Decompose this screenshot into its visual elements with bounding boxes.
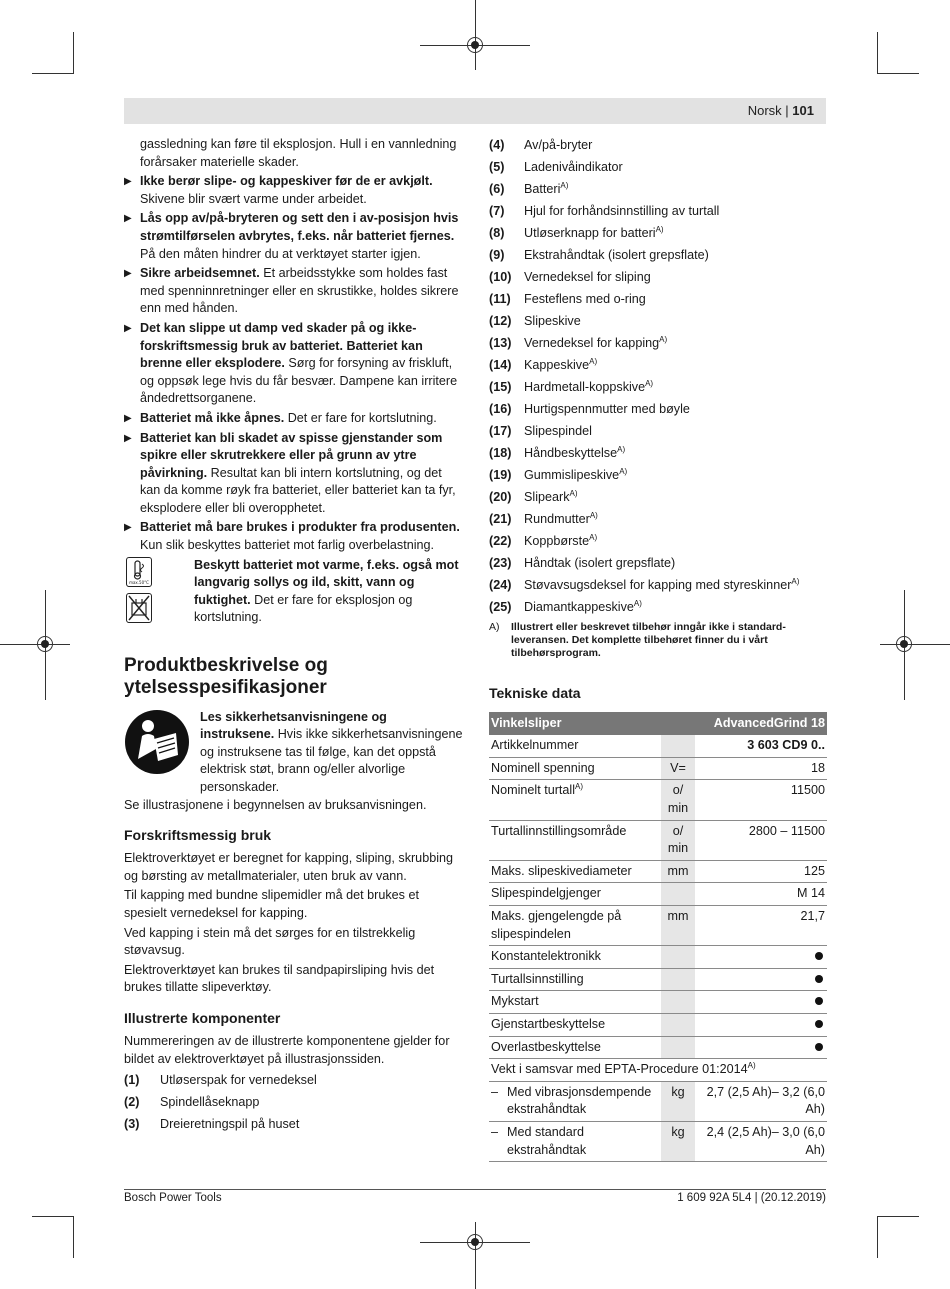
component-item xyxy=(489,511,827,529)
component-label: Slipespindel xyxy=(524,423,592,438)
component-number: (6) xyxy=(489,181,505,196)
component-number: (10) xyxy=(489,269,512,284)
spec-unit xyxy=(661,735,695,757)
footnote-ref: A) xyxy=(747,1060,756,1070)
component-number: (24) xyxy=(489,577,512,592)
weight-label-cell xyxy=(489,1059,827,1082)
crop-mark xyxy=(877,1216,878,1258)
weight-variant xyxy=(491,1084,659,1119)
component-label: Spindellåseknapp xyxy=(160,1095,260,1110)
read-manual-icon xyxy=(124,709,200,797)
header-section: Norsk xyxy=(747,103,782,118)
weight-variant-label: Med vibrasjonsdempende ekstrahåndtak xyxy=(507,1084,652,1117)
component-number: (3) xyxy=(124,1117,140,1132)
footnote-ref: A) xyxy=(645,378,654,388)
weight-variant-cell xyxy=(489,1121,661,1161)
component-label-wrap xyxy=(524,555,827,573)
component-label: Diamantkappeskive xyxy=(524,599,634,614)
spec-label-cell xyxy=(489,906,661,946)
footnote-ref: A) xyxy=(569,488,578,498)
footnote-ref: A) xyxy=(633,598,642,608)
component-label-wrap xyxy=(524,313,827,331)
component-label-wrap xyxy=(524,203,827,221)
footnote xyxy=(489,621,827,660)
component-item xyxy=(124,1072,464,1090)
component-label: Batteri xyxy=(524,181,561,196)
component-label: Koppbørste xyxy=(524,533,590,548)
spec-unit: kg xyxy=(661,1081,695,1121)
table-row xyxy=(489,820,827,860)
table-row xyxy=(489,883,827,906)
component-label: Gummislipeskive xyxy=(524,467,620,482)
footnote-ref: A) xyxy=(617,444,626,454)
intro-continuation: gassledning kan føre til eksplosjon. Hull i en vannledning forårsaker materielle skader. xyxy=(140,137,457,169)
heading-components: Illustrerte komponenter xyxy=(124,1009,281,1026)
table-header-left: Vinkelsliper xyxy=(489,712,695,736)
spec-label-cell xyxy=(489,860,661,883)
spec-label: Artikkelnummer xyxy=(491,738,579,753)
footnote-ref: A) xyxy=(575,782,583,792)
component-number: (19) xyxy=(489,467,512,482)
crop-mark xyxy=(877,73,919,74)
component-number: (7) xyxy=(489,203,505,218)
safety-bullet xyxy=(124,430,464,518)
component-item xyxy=(489,181,827,199)
spec-unit xyxy=(661,991,695,1014)
bullet-text: Kun slik beskyttes batteriet mot farlig overbelastning. xyxy=(140,538,434,553)
table-row xyxy=(489,860,827,883)
table-row xyxy=(489,991,827,1014)
arrow-icon: ▶ xyxy=(124,412,132,424)
component-label-wrap xyxy=(524,357,827,375)
temp-label: max.50°C xyxy=(129,579,149,585)
footnote-ref: A) xyxy=(560,180,569,190)
spec-value: 3 603 CD9 0.. xyxy=(695,735,827,757)
component-item xyxy=(489,445,827,463)
component-number: (9) xyxy=(489,247,505,262)
component-number: (21) xyxy=(489,511,512,526)
component-list xyxy=(489,137,827,616)
left-column xyxy=(124,136,464,1138)
bullet-text: På den måten hindrer du at verktøyet starter igjen. xyxy=(140,246,421,261)
registration-line xyxy=(880,644,950,645)
use-paragraph: Elektroverktøyet er beregnet for kapping, sliping, skrubbing og børsting av metallmaterialer, uten bruk av vann. xyxy=(124,851,454,883)
crop-mark xyxy=(32,73,74,74)
component-number: (25) xyxy=(489,599,512,614)
component-number: (16) xyxy=(489,401,512,416)
spec-label-cell xyxy=(489,946,661,969)
spec-label: Nominelt turtall xyxy=(491,783,575,798)
footnote-ref: A) xyxy=(791,576,800,586)
spec-unit: o/ min xyxy=(661,820,695,860)
table-row xyxy=(489,780,827,820)
arrow-icon: ▶ xyxy=(124,268,132,280)
bullet-text: Det er fare for kortslutning. xyxy=(284,410,437,425)
spec-value xyxy=(695,946,827,969)
component-label-wrap xyxy=(524,159,827,177)
component-label: Kappeskive xyxy=(524,357,590,372)
component-item xyxy=(489,225,827,243)
component-item xyxy=(489,159,827,177)
arrow-icon: ▶ xyxy=(124,432,132,444)
heading-technical-data: Tekniske data xyxy=(489,684,581,701)
component-label: Festeflens med o-ring xyxy=(524,291,646,306)
feature-dot-icon xyxy=(815,952,823,960)
component-item xyxy=(489,137,827,155)
component-number: (8) xyxy=(489,225,505,240)
component-label: Ekstrahåndtak (isolert grepsflate) xyxy=(524,247,709,262)
component-label-wrap xyxy=(524,467,827,485)
component-item xyxy=(124,1116,464,1134)
dash: – xyxy=(491,1124,499,1139)
bullet-text: Resultat kan bli intern kortslutning, og det kan da komme røyk fra batteriet, eller batteriet kan ta fyr, eksplodere eller bli overopphetet. xyxy=(140,465,456,515)
footer-left: Bosch Power Tools xyxy=(124,1192,222,1204)
bullet-text: Skivene blir svært varme under arbeidet. xyxy=(140,191,367,206)
spec-label-cell xyxy=(489,991,661,1014)
table-row xyxy=(489,1013,827,1036)
component-label: Støvavsugsdeksel for kapping med styreskinner xyxy=(524,577,792,592)
component-item xyxy=(489,489,827,507)
bullet-bold: Batteriet kan bli skadet av spisse gjenstander som spikre eller skrutrekkere eller på grunn av ytre påvirkning. xyxy=(140,430,443,480)
components-intro: Nummereringen av de illustrerte komponentene gjelder for bildet av elektroverktøyet på illustrasjonssiden. xyxy=(124,1033,450,1066)
spec-value: 21,7 xyxy=(695,906,827,946)
component-item xyxy=(489,313,827,331)
component-label-wrap xyxy=(524,445,827,463)
component-label: Utløserspak for vernedeksel xyxy=(160,1073,317,1088)
bullet-bold: Lås opp av/på-bryteren og sett den i av-posisjon hvis strømtilførselen avbrytes, f.eks. når batteriet fjernes. xyxy=(140,211,459,243)
spec-unit: mm xyxy=(661,906,695,946)
right-column xyxy=(489,137,827,1162)
component-label-wrap xyxy=(524,269,827,287)
feature-dot-icon xyxy=(815,1020,823,1028)
use-paragraph: Elektroverktøyet kan brukes til sandpapirsliping hvis det brukes tillatte slipeverktøy. xyxy=(124,962,435,995)
spec-value: 18 xyxy=(695,757,827,780)
heading-intended-use: Forskriftsmessig bruk xyxy=(124,827,272,844)
table-row xyxy=(489,757,827,780)
use-paragraph: Til kapping med bundne slipemidler må det brukes et spesielt vernedeksel for kapping. xyxy=(124,888,419,920)
spec-unit xyxy=(661,968,695,991)
spec-value: M 14 xyxy=(695,883,827,906)
page-header xyxy=(124,98,826,124)
weight-variant-cell xyxy=(489,1081,661,1121)
spec-unit: kg xyxy=(661,1121,695,1161)
component-label-wrap xyxy=(524,225,827,243)
component-number: (17) xyxy=(489,423,512,438)
component-item xyxy=(489,401,827,419)
warning-icons xyxy=(124,557,194,629)
use-paragraph: Ved kapping i stein må det sørges for en tilstrekkelig støvavsug. xyxy=(124,925,416,958)
footer-rule xyxy=(124,1189,826,1190)
component-label-wrap xyxy=(524,181,827,199)
spec-label-cell xyxy=(489,1013,661,1036)
registration-mark-icon xyxy=(467,1234,483,1250)
spec-label: Turtallinnstillingsområde xyxy=(491,823,627,838)
component-label-wrap xyxy=(524,489,827,507)
safety-bullet xyxy=(124,173,464,208)
component-label: Hardmetall-koppskive xyxy=(524,379,646,394)
component-item xyxy=(489,533,827,551)
component-label-wrap xyxy=(524,247,827,265)
header-separator: | xyxy=(785,103,789,118)
component-label: Vernedeksel for kapping xyxy=(524,335,660,350)
registration-mark-icon xyxy=(37,636,53,652)
bullet-text: Sørg for forsyning av friskluft, og oppsøk lege hvis du får besvær. Dampene kan irritere åndedrettsorganene. xyxy=(140,356,458,406)
component-number: (14) xyxy=(489,357,512,372)
table-row xyxy=(489,735,827,757)
component-item xyxy=(489,467,827,485)
battery-warning xyxy=(124,557,464,629)
footnote-marker: A) xyxy=(489,620,500,633)
component-label-wrap xyxy=(524,533,827,551)
component-label: Av/på-bryter xyxy=(524,138,593,152)
spec-label: Mykstart xyxy=(491,994,539,1009)
component-item xyxy=(489,335,827,353)
component-item xyxy=(489,599,827,617)
component-number: (5) xyxy=(489,159,505,174)
battery-heat-icon xyxy=(126,557,152,587)
component-item xyxy=(489,555,827,573)
read-rest: Hvis ikke sikkerhetsanvisningene og instruksene tas til følge, kan det oppstå elektrisk støt, brann og/eller alvorlige personskader. xyxy=(200,727,463,795)
component-item xyxy=(489,203,827,221)
spec-label: Turtallsinnstilling xyxy=(491,971,584,986)
table-header-row xyxy=(489,712,827,736)
spec-value: 125 xyxy=(695,860,827,883)
table-row xyxy=(489,1036,827,1059)
component-label-wrap xyxy=(524,599,827,617)
component-number: (1) xyxy=(124,1073,140,1088)
component-label: Slipeskive xyxy=(524,313,581,328)
safety-bullet xyxy=(124,410,464,428)
spec-value xyxy=(695,991,827,1014)
safety-bullet xyxy=(124,265,464,318)
battery-warning-text xyxy=(194,557,464,629)
table-row xyxy=(489,1121,827,1161)
spec-value: 2,4 (2,5 Ah)– 3,0 (6,0 Ah) xyxy=(695,1121,827,1161)
spec-label: Slipespindelgjenger xyxy=(491,886,601,901)
weight-variant-label: Med standard ekstrahåndtak xyxy=(507,1124,587,1157)
registration-mark-icon xyxy=(896,636,912,652)
footnote-ref: A) xyxy=(589,532,598,542)
crop-mark xyxy=(73,1216,74,1258)
bullet-bold: Ikke berør slipe- og kappeskiver før de er avkjølt. xyxy=(140,174,433,189)
footnote-ref: A) xyxy=(589,510,598,520)
footnote-ref: A) xyxy=(619,466,628,476)
bullet-bold: Batteriet må bare brukes i produkter fra produsenten. xyxy=(140,520,460,535)
see-illustrations: Se illustrasjonene i begynnelsen av bruksanvisningen. xyxy=(124,797,427,812)
component-label-wrap xyxy=(524,511,827,529)
safety-bullet xyxy=(124,320,464,408)
dash: – xyxy=(491,1084,499,1099)
read-instructions-text xyxy=(200,709,464,797)
spec-label-cell xyxy=(489,780,661,820)
component-number: (15) xyxy=(489,379,512,394)
registration-line xyxy=(0,644,70,645)
component-item xyxy=(489,291,827,309)
page-number: 101 xyxy=(792,103,814,118)
table-header-right: AdvancedGrind 18 xyxy=(695,712,827,736)
bullet-bold: Batteriet må ikke åpnes. xyxy=(140,410,285,425)
component-label: Vernedeksel for sliping xyxy=(524,269,651,284)
spec-value xyxy=(695,968,827,991)
spec-label: Overlastbeskyttelse xyxy=(491,1039,601,1054)
component-number: (22) xyxy=(489,533,512,548)
bullet-bold: Sikre arbeidsemnet. xyxy=(140,266,260,281)
spec-unit xyxy=(661,883,695,906)
component-item xyxy=(489,423,827,441)
spec-value: 2800 – 11500 xyxy=(695,820,827,860)
component-label-wrap xyxy=(524,335,827,353)
component-label: Håndbeskyttelse xyxy=(524,445,618,460)
header-label xyxy=(748,103,814,118)
read-instructions xyxy=(124,709,464,797)
weight-label: Vekt i samsvar med EPTA-Procedure 01:2014 xyxy=(491,1062,748,1077)
component-label: Hjul for forhåndsinnstilling av turtall xyxy=(524,203,720,218)
arrow-icon: ▶ xyxy=(124,213,132,225)
footnote-text: Illustrert eller beskrevet tilbehør inngår ikke i standard-leveransen. Det komplette tilbehøret finner du i vårt tilbehørsprogram. xyxy=(511,620,786,659)
crop-mark xyxy=(877,32,878,74)
component-item xyxy=(489,577,827,595)
spec-label-cell xyxy=(489,820,661,860)
component-label-wrap xyxy=(524,423,827,441)
component-label: Rundmutter xyxy=(524,511,590,526)
table-row xyxy=(489,946,827,969)
component-label-wrap xyxy=(524,137,827,155)
component-item xyxy=(489,247,827,265)
spec-value xyxy=(695,1013,827,1036)
component-item xyxy=(489,379,827,397)
registration-line xyxy=(475,0,476,70)
component-label: Hurtigspennmutter med bøyle xyxy=(524,401,690,416)
feature-dot-icon xyxy=(815,975,823,983)
spec-label: Nominell spenning xyxy=(491,760,595,775)
warning-bold: Beskytt batteriet mot varme, f.eks. også mot langvarig sollys og ild, skitt, vann og fuktighet. xyxy=(194,557,459,607)
bullet-bold: Det kan slippe ut damp ved skader på og ikke-forskriftsmessig bruk av batteriet. Batteriet kan brenne eller eksplodere. xyxy=(140,320,423,371)
component-label-wrap xyxy=(524,379,827,397)
component-number: (13) xyxy=(489,335,512,350)
component-label: Dreieretningspil på huset xyxy=(160,1117,300,1132)
component-label-wrap xyxy=(524,401,827,419)
spec-unit xyxy=(661,1036,695,1059)
spec-label-cell xyxy=(489,883,661,906)
registration-mark-icon xyxy=(467,37,483,53)
component-number: (20) xyxy=(489,489,512,504)
spec-unit: o/ min xyxy=(661,780,695,820)
spec-unit: mm xyxy=(661,860,695,883)
spec-label: Maks. gjengelengde på slipespindelen xyxy=(491,909,622,941)
spec-value: 11500 xyxy=(695,780,827,820)
crop-mark xyxy=(73,32,74,74)
component-item xyxy=(489,269,827,287)
table-row xyxy=(489,1059,827,1082)
arrow-icon: ▶ xyxy=(124,322,132,334)
footnote-ref: A) xyxy=(655,224,664,234)
spec-value xyxy=(695,1036,827,1059)
footnote-ref: A) xyxy=(659,334,668,344)
component-label: Utløserknapp for batteri xyxy=(524,225,656,240)
table-row xyxy=(489,906,827,946)
component-label: Håndtak (isolert grepsflate) xyxy=(524,555,676,570)
component-number: (2) xyxy=(124,1095,140,1110)
read-bold: Les sikkerhetsanvisningene og instruksene. xyxy=(200,709,387,742)
registration-line xyxy=(475,1222,476,1289)
spec-label-cell xyxy=(489,1036,661,1059)
component-label-wrap xyxy=(524,291,827,309)
footer-right: 1 609 92A 5L4 | (20.12.2019) xyxy=(677,1192,826,1204)
arrow-icon: ▶ xyxy=(124,176,132,188)
spec-value: 2,7 (2,5 Ah)– 3,2 (6,0 Ah) xyxy=(695,1081,827,1121)
spec-unit xyxy=(661,1013,695,1036)
component-number: (23) xyxy=(489,555,512,570)
technical-data-table xyxy=(489,712,827,1162)
component-label: Ladenivåindikator xyxy=(524,159,623,174)
feature-dot-icon xyxy=(815,997,823,1005)
spec-unit: V= xyxy=(661,757,695,780)
spec-unit xyxy=(661,946,695,969)
crop-mark xyxy=(32,1216,74,1217)
component-number: (12) xyxy=(489,313,512,328)
bullet-text: Et arbeidsstykke som holdes fast med spenninnretninger eller en skrustikke, holdes sikrere enn med hånden. xyxy=(140,266,459,316)
component-number: (18) xyxy=(489,445,512,460)
spec-label: Konstantelektronikk xyxy=(491,949,601,964)
safety-bullet xyxy=(124,210,464,263)
component-label: Slipeark xyxy=(524,489,570,504)
spec-label: Maks. slipeskivediameter xyxy=(491,863,632,878)
component-number: (11) xyxy=(489,291,511,306)
footnote-ref: A) xyxy=(589,356,598,366)
table-row xyxy=(489,968,827,991)
table-row xyxy=(489,1081,827,1121)
component-item xyxy=(489,357,827,375)
warning-rest: Det er fare for eksplosjon og kortslutning. xyxy=(194,592,413,625)
spec-label-cell xyxy=(489,968,661,991)
arrow-icon: ▶ xyxy=(124,522,132,534)
component-number: (4) xyxy=(489,138,505,152)
spec-label: Gjenstartbeskyttelse xyxy=(491,1016,606,1031)
feature-dot-icon xyxy=(815,1043,823,1051)
spec-label-cell xyxy=(489,757,661,780)
weight-variant xyxy=(491,1124,659,1159)
spec-label-cell xyxy=(489,735,661,757)
crop-mark xyxy=(877,1216,919,1217)
component-item xyxy=(124,1094,464,1112)
component-label-wrap xyxy=(524,577,827,595)
no-water-fire-icon xyxy=(126,593,152,623)
heading-product-description: Produktbeskrivelse og ytelsesspesifikasjoner xyxy=(124,654,328,698)
safety-bullet xyxy=(124,519,464,554)
